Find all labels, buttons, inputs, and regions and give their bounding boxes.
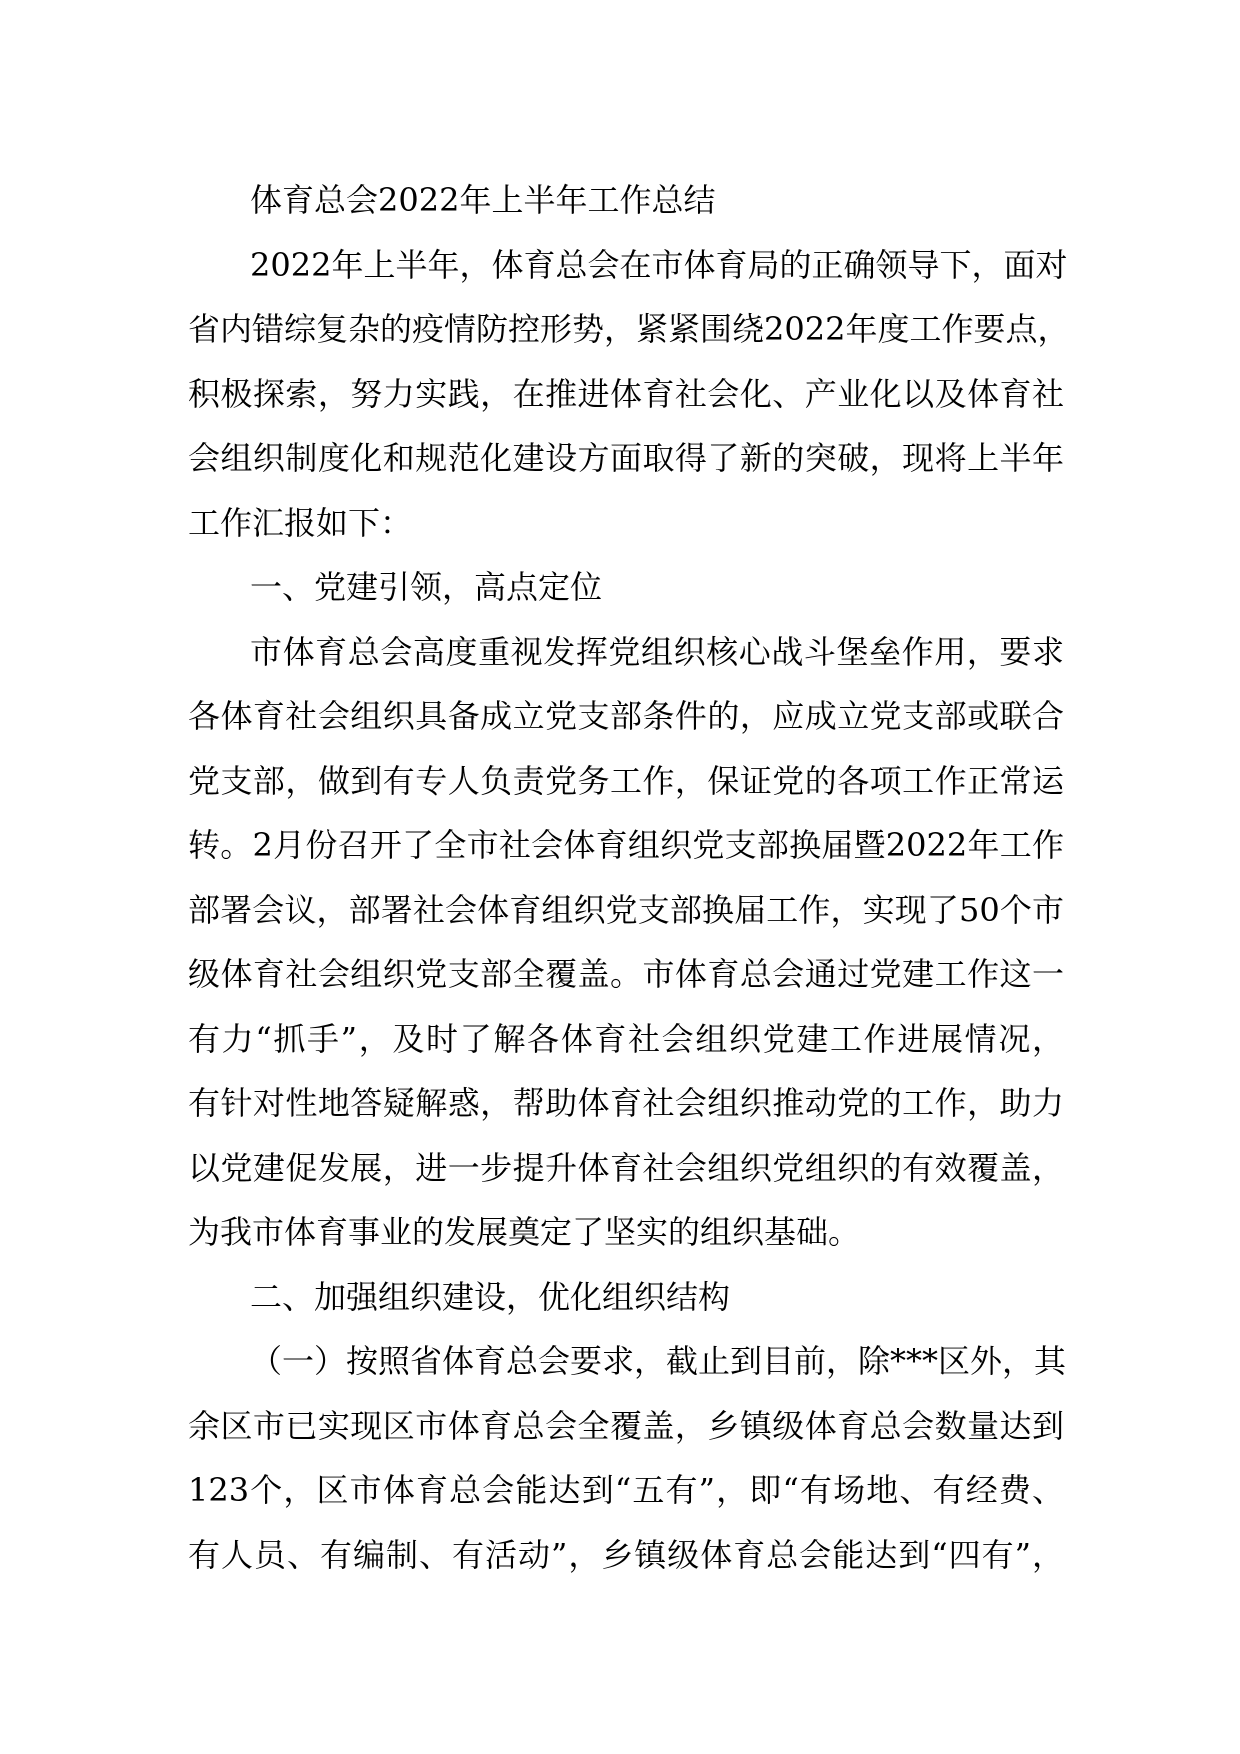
paragraph-line: 各体育社会组织具备成立党支部条件的，应成立党支部或联合 xyxy=(188,697,1064,735)
paragraph-line: 以党建促发展，进一步提升体育社会组织党组织的有效覆盖， xyxy=(188,1148,1064,1187)
paragraph-line: （一）按照省体育总会要求，截止到目前，除***区外，其 xyxy=(250,1342,1067,1380)
paragraph-line: 2022年上半年，体育总会在市体育局的正确领导下，面对 xyxy=(250,245,1068,284)
paragraph-line: 有力“抓手”，及时了解各体育社会组织党建工作进展情况， xyxy=(188,1019,1064,1058)
section-heading: 二、加强组织建设，优化组织结构 xyxy=(250,1277,731,1316)
paragraph-line: 积极探索，努力实践，在推进体育社会化、产业化以及体育社 xyxy=(188,374,1064,413)
document-title: 体育总会2022年上半年工作总结 xyxy=(250,181,716,219)
paragraph-line: 有针对性地答疑解惑，帮助体育社会组织推动党的工作，助力 xyxy=(188,1084,1064,1122)
paragraph-line: 余区市已实现区市体育总会全覆盖，乡镇级体育总会数量达到 xyxy=(188,1406,1064,1445)
document-body xyxy=(188,168,1070,1587)
paragraph-line: 有人员、有编制、有活动”，乡镇级体育总会能达到“四有”， xyxy=(188,1535,1064,1574)
paragraph-line: 转。2月份召开了全市社会体育组织党支部换届暨2022年工作 xyxy=(188,826,1064,864)
paragraph-line: 级体育社会组织党支部全覆盖。市体育总会通过党建工作这一 xyxy=(188,955,1064,993)
paragraph-line: 党支部，做到有专人负责党务工作，保证党的各项工作正常运 xyxy=(188,761,1064,800)
paragraph-line: 工作汇报如下： xyxy=(188,503,413,542)
paragraph-line: 部署会议，部署社会体育组织党支部换届工作，实现了50个市 xyxy=(188,890,1064,929)
paragraph-line: 会组织制度化和规范化建设方面取得了新的突破，现将上半年 xyxy=(188,439,1064,477)
section-heading: 一、党建引领，高点定位 xyxy=(250,568,603,606)
paragraph-line: 为我市体育事业的发展奠定了坚实的组织基础。 xyxy=(188,1213,861,1251)
paragraph-line: 市体育总会高度重视发挥党组织核心战斗堡垒作用，要求 xyxy=(250,632,1064,671)
paragraph-line: 123个，区市体育总会能达到“五有”，即“有场地、有经费、 xyxy=(188,1471,1064,1509)
paragraph-line: 省内错综复杂的疫情防控形势，紧紧围绕2022年度工作要点， xyxy=(188,310,1070,348)
